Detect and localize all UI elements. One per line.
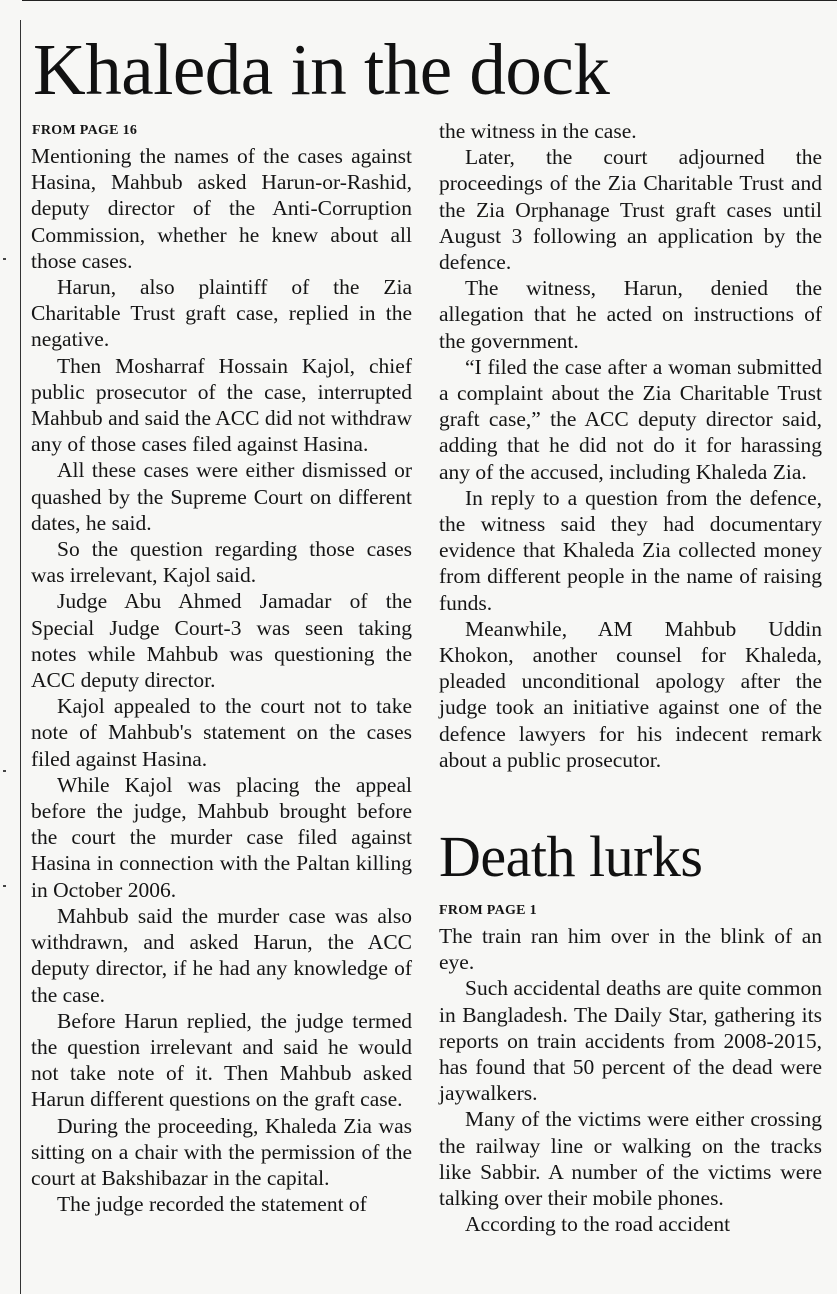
- paragraph: In reply to a question from the defence, the witness said they had documentary evidence that Khaleda Zia collected money from different people in the name of raising funds.: [439, 485, 822, 615]
- paragraph: Mahbub said the murder case was also withdrawn, and asked Harun, the ACC deputy director, if he had any knowledge of the case.: [31, 903, 412, 1007]
- story1-column-2: [439, 118, 822, 773]
- paragraph: The judge recorded the statement of: [57, 1192, 367, 1217]
- paragraph: Later, the court adjourned the proceedings of the Zia Charitable Trust and the Zia Orphanage Trust graft cases until August 3 following an application by the defence.: [439, 145, 822, 275]
- paragraph: According to the road accident: [465, 1212, 731, 1237]
- paragraph: During the proceeding, Khaleda Zia was sitting on a chair with the permission of the court at Bakshibazar in the capital.: [31, 1113, 412, 1190]
- top-rule: [22, 0, 837, 1]
- paragraph: Mentioning the names of the cases against Hasina, Mahbub asked Harun-or-Rashid, deputy director of the Anti-Corruption Commission, whether he knew about all those cases.: [31, 144, 412, 273]
- paragraph: Judge Abu Ahmed Jamadar of the Special Judge Court-3 was seen taking notes while Mahbub was questioning the ACC deputy director.: [31, 589, 412, 693]
- paragraph: Harun, also plaintiff of the Zia Charitable Trust graft case, replied in the negative.: [31, 275, 412, 352]
- margin-mark: [3, 885, 6, 887]
- margin-mark: [3, 258, 6, 260]
- paragraph: The train ran him over in the blink of an eye.: [439, 924, 822, 975]
- paragraph: So the question regarding those cases was irrelevant, Kajol said.: [31, 537, 412, 588]
- paragraph: Meanwhile, AM Mahbub Uddin Khokon, another counsel for Khaleda, pleaded unconditional apology after the judge took an initiative against one of the defence lawyers for his indecent remark about a public prosecutor.: [439, 616, 822, 772]
- paragraph: Kajol appealed to the court not to take note of Mahbub's statement on the cases filed against Hasina.: [31, 694, 412, 771]
- paragraph: Before Harun replied, the judge termed the question irrelevant and said he would not take note of it. Then Mahbub asked Harun different questions on the graft case.: [31, 1008, 412, 1112]
- paragraph: While Kajol was placing the appeal before the judge, Mahbub brought before the court the murder case filed against Hasina in connection with the Paltan killing in October 2006.: [31, 772, 412, 902]
- headline-death-lurks: Death lurks: [439, 824, 703, 889]
- paragraph: The witness, Harun, denied the allegation that he acted on instructions of the government.: [439, 276, 822, 353]
- kicker-from-page-1: FROM PAGE 1: [439, 903, 537, 918]
- column-rule: [20, 20, 21, 1294]
- story2-column: [439, 923, 822, 1237]
- paragraph: All these cases were either dismissed or quashed by the Supreme Court on different dates, he said.: [31, 458, 412, 535]
- paragraph: the witness in the case.: [439, 119, 637, 143]
- story1-column-1: [31, 143, 412, 1217]
- paragraph: “I filed the case after a woman submitted a complaint about the Zia Charitable Trust graft case,” the ACC deputy director said, adding that he did not do it for harassing any of the accused, including Khaleda Zia.: [439, 354, 822, 484]
- paragraph: Many of the victims were either crossing the railway line or walking on the tracks like Sabbir. A number of the victims were talking over their mobile phones.: [439, 1107, 822, 1211]
- paragraph: Such accidental deaths are quite common in Bangladesh. The Daily Star, gathering its reports on train accidents from 2008-2015, has found that 50 percent of the dead were jaywalkers.: [439, 976, 822, 1106]
- kicker-from-page-16: FROM PAGE 16: [32, 123, 138, 138]
- margin-mark: [3, 770, 6, 772]
- headline-khaleda: Khaleda in the dock: [33, 29, 610, 110]
- paragraph: Then Mosharraf Hossain Kajol, chief public prosecutor of the case, interrupted Mahbub and said the ACC did not withdraw any of those cases filed against Hasina.: [31, 353, 412, 457]
